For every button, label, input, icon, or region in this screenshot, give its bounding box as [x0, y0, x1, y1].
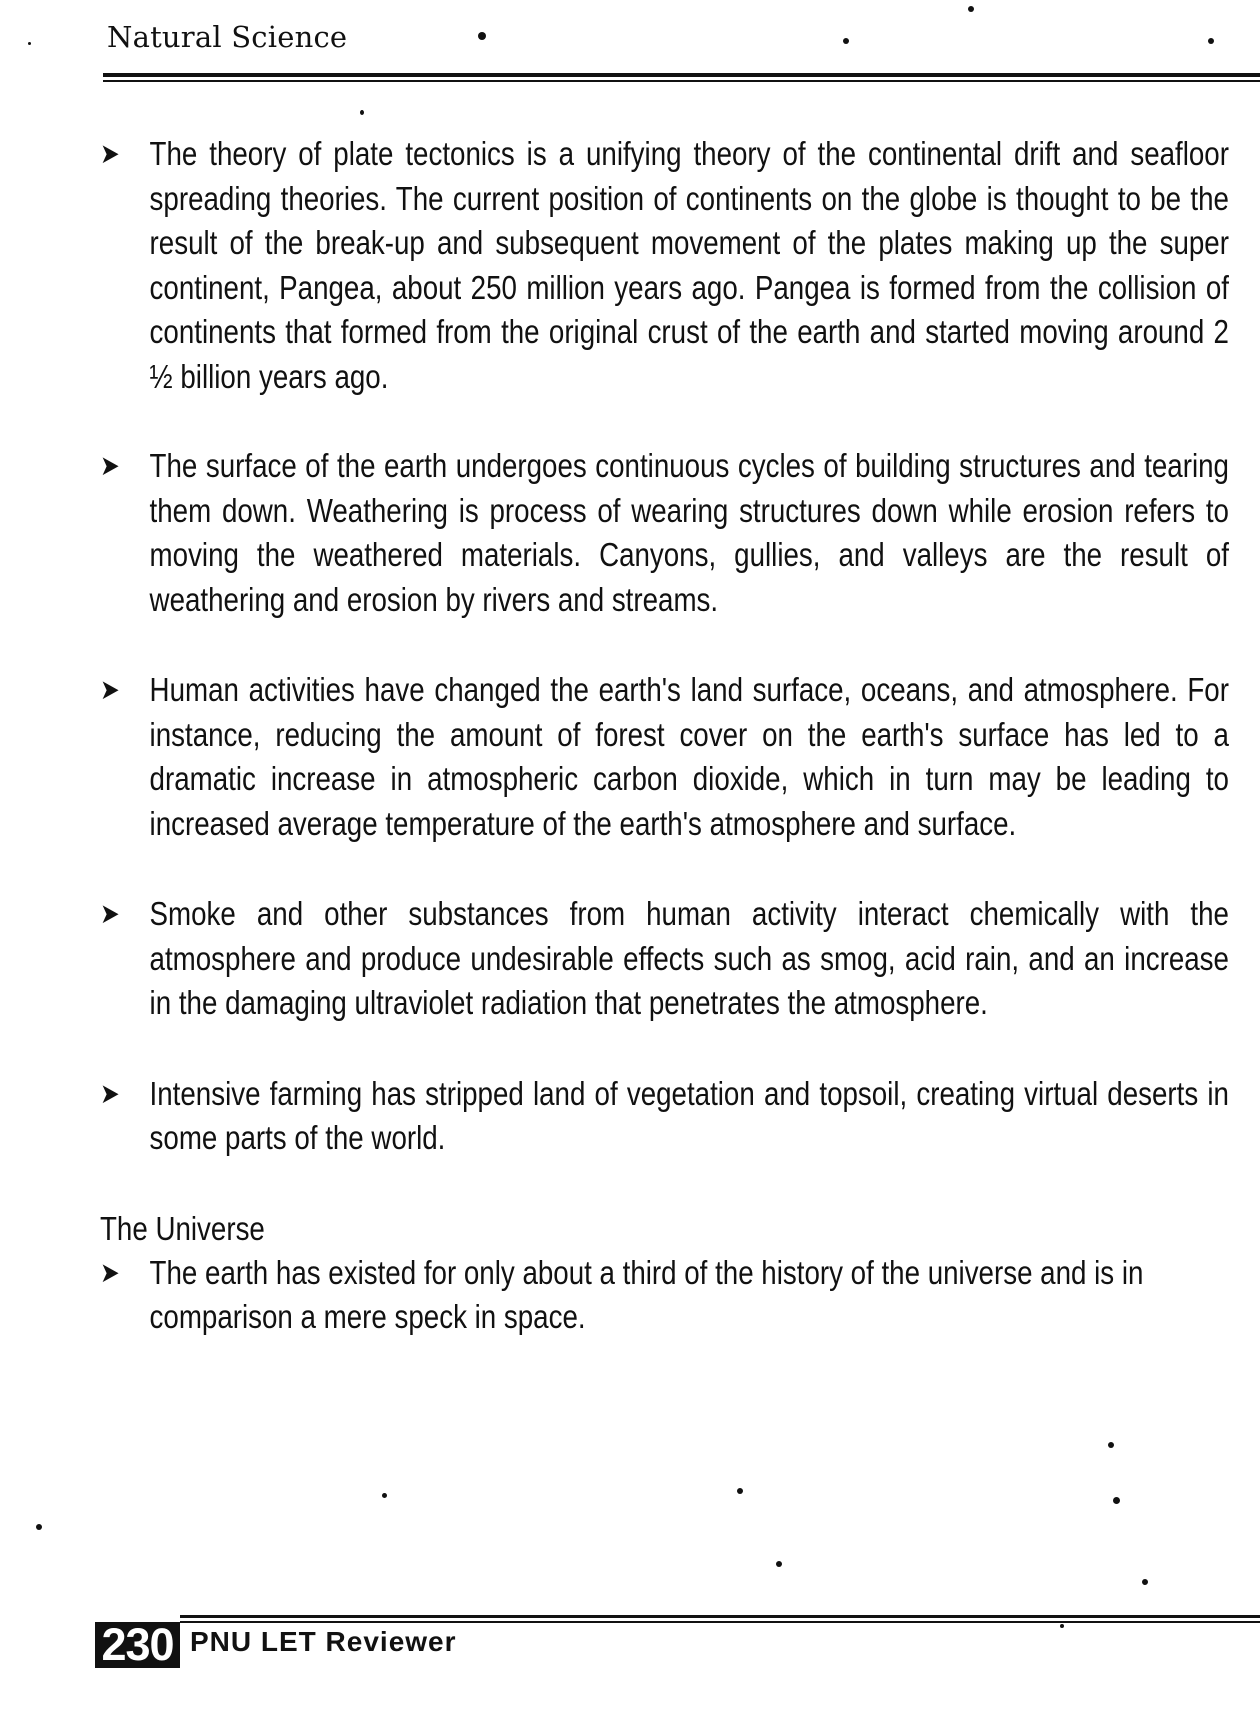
header-rule	[103, 73, 1260, 77]
bullet-item	[100, 668, 1229, 846]
scan-speck	[776, 1561, 782, 1567]
running-head: Natural Science	[107, 20, 348, 54]
scan-speck	[1208, 38, 1214, 44]
bullet-text: Smoke and other substances from human activity interact chemically with the atmosphere and produce undesirable effects such as smog, acid rain, and an increase in the damaging ultraviolet radiation that penetrates the atmosphere.	[149, 895, 1229, 1021]
bullet-text: The surface of the earth undergoes continuous cycles of building structures and tearing them down. Weathering is process of wearing structures down while erosion refers to moving the weathered materials. Canyons, gullies, and valleys are the result of weathering and erosion by rivers and streams.	[149, 447, 1229, 618]
footer-rule	[180, 1615, 1260, 1618]
header-rule-thin	[103, 80, 1260, 82]
scan-speck	[1142, 1579, 1148, 1585]
book-title: PNU LET Reviewer	[190, 1626, 457, 1657]
scan-speck	[36, 1524, 42, 1530]
arrow-bullet-icon: ➤	[100, 1256, 120, 1288]
scan-speck	[382, 1493, 387, 1498]
bullet-text: Intensive farming has stripped land of vegetation and topsoil, creating virtual deserts in some parts of the world.	[149, 1074, 1229, 1156]
arrow-bullet-icon: ➤	[100, 898, 120, 929]
bullet-item	[100, 892, 1229, 1026]
scan-speck	[478, 32, 486, 40]
section-heading: The Universe	[100, 1209, 265, 1247]
scan-speck	[1113, 1497, 1120, 1504]
scan-speck	[1108, 1442, 1114, 1448]
scan-speck	[28, 42, 31, 45]
bullet-text: The earth has existed for only about a third of the history of the universe and is in comparison a mere speck in space.	[149, 1253, 1144, 1335]
footer-rule-thin	[180, 1621, 1260, 1623]
bullet-item	[100, 1251, 1229, 1340]
page-number-badge: 230	[95, 1622, 180, 1668]
scan-speck	[737, 1488, 743, 1494]
arrow-bullet-icon: ➤	[100, 450, 120, 481]
arrow-bullet-icon: ➤	[100, 1077, 120, 1109]
bullet-item	[100, 132, 1229, 399]
scan-speck	[968, 6, 974, 12]
scan-speck	[843, 38, 849, 44]
page-content	[100, 132, 1245, 1340]
arrow-bullet-icon: ➤	[100, 674, 120, 705]
arrow-bullet-icon: ➤	[100, 138, 120, 169]
bullet-text: The theory of plate tectonics is a unifying theory of the continental drift and seafloor spreading theories. The current position of continents on the globe is thought to be the result of the break-up and subsequent movement of the plates making up the super continent, Pangea, about 250 million years ago. Pangea is formed from the collision of continents that formed from the original crust of the earth and started moving around 2 ½ billion years ago.	[149, 135, 1229, 395]
bullet-text: Human activities have changed the earth's land surface, oceans, and atmosphere. For instance, reducing the amount of forest cover on the earth's surface has led to a dramatic increase in atmospheric carbon dioxide, which in turn may be leading to increased average temperature of the earth's atmosphere and surface.	[149, 671, 1229, 842]
scan-speck	[1060, 1624, 1064, 1628]
bullet-item	[100, 444, 1229, 622]
bullet-item	[100, 1072, 1229, 1161]
scan-speck	[360, 110, 364, 115]
